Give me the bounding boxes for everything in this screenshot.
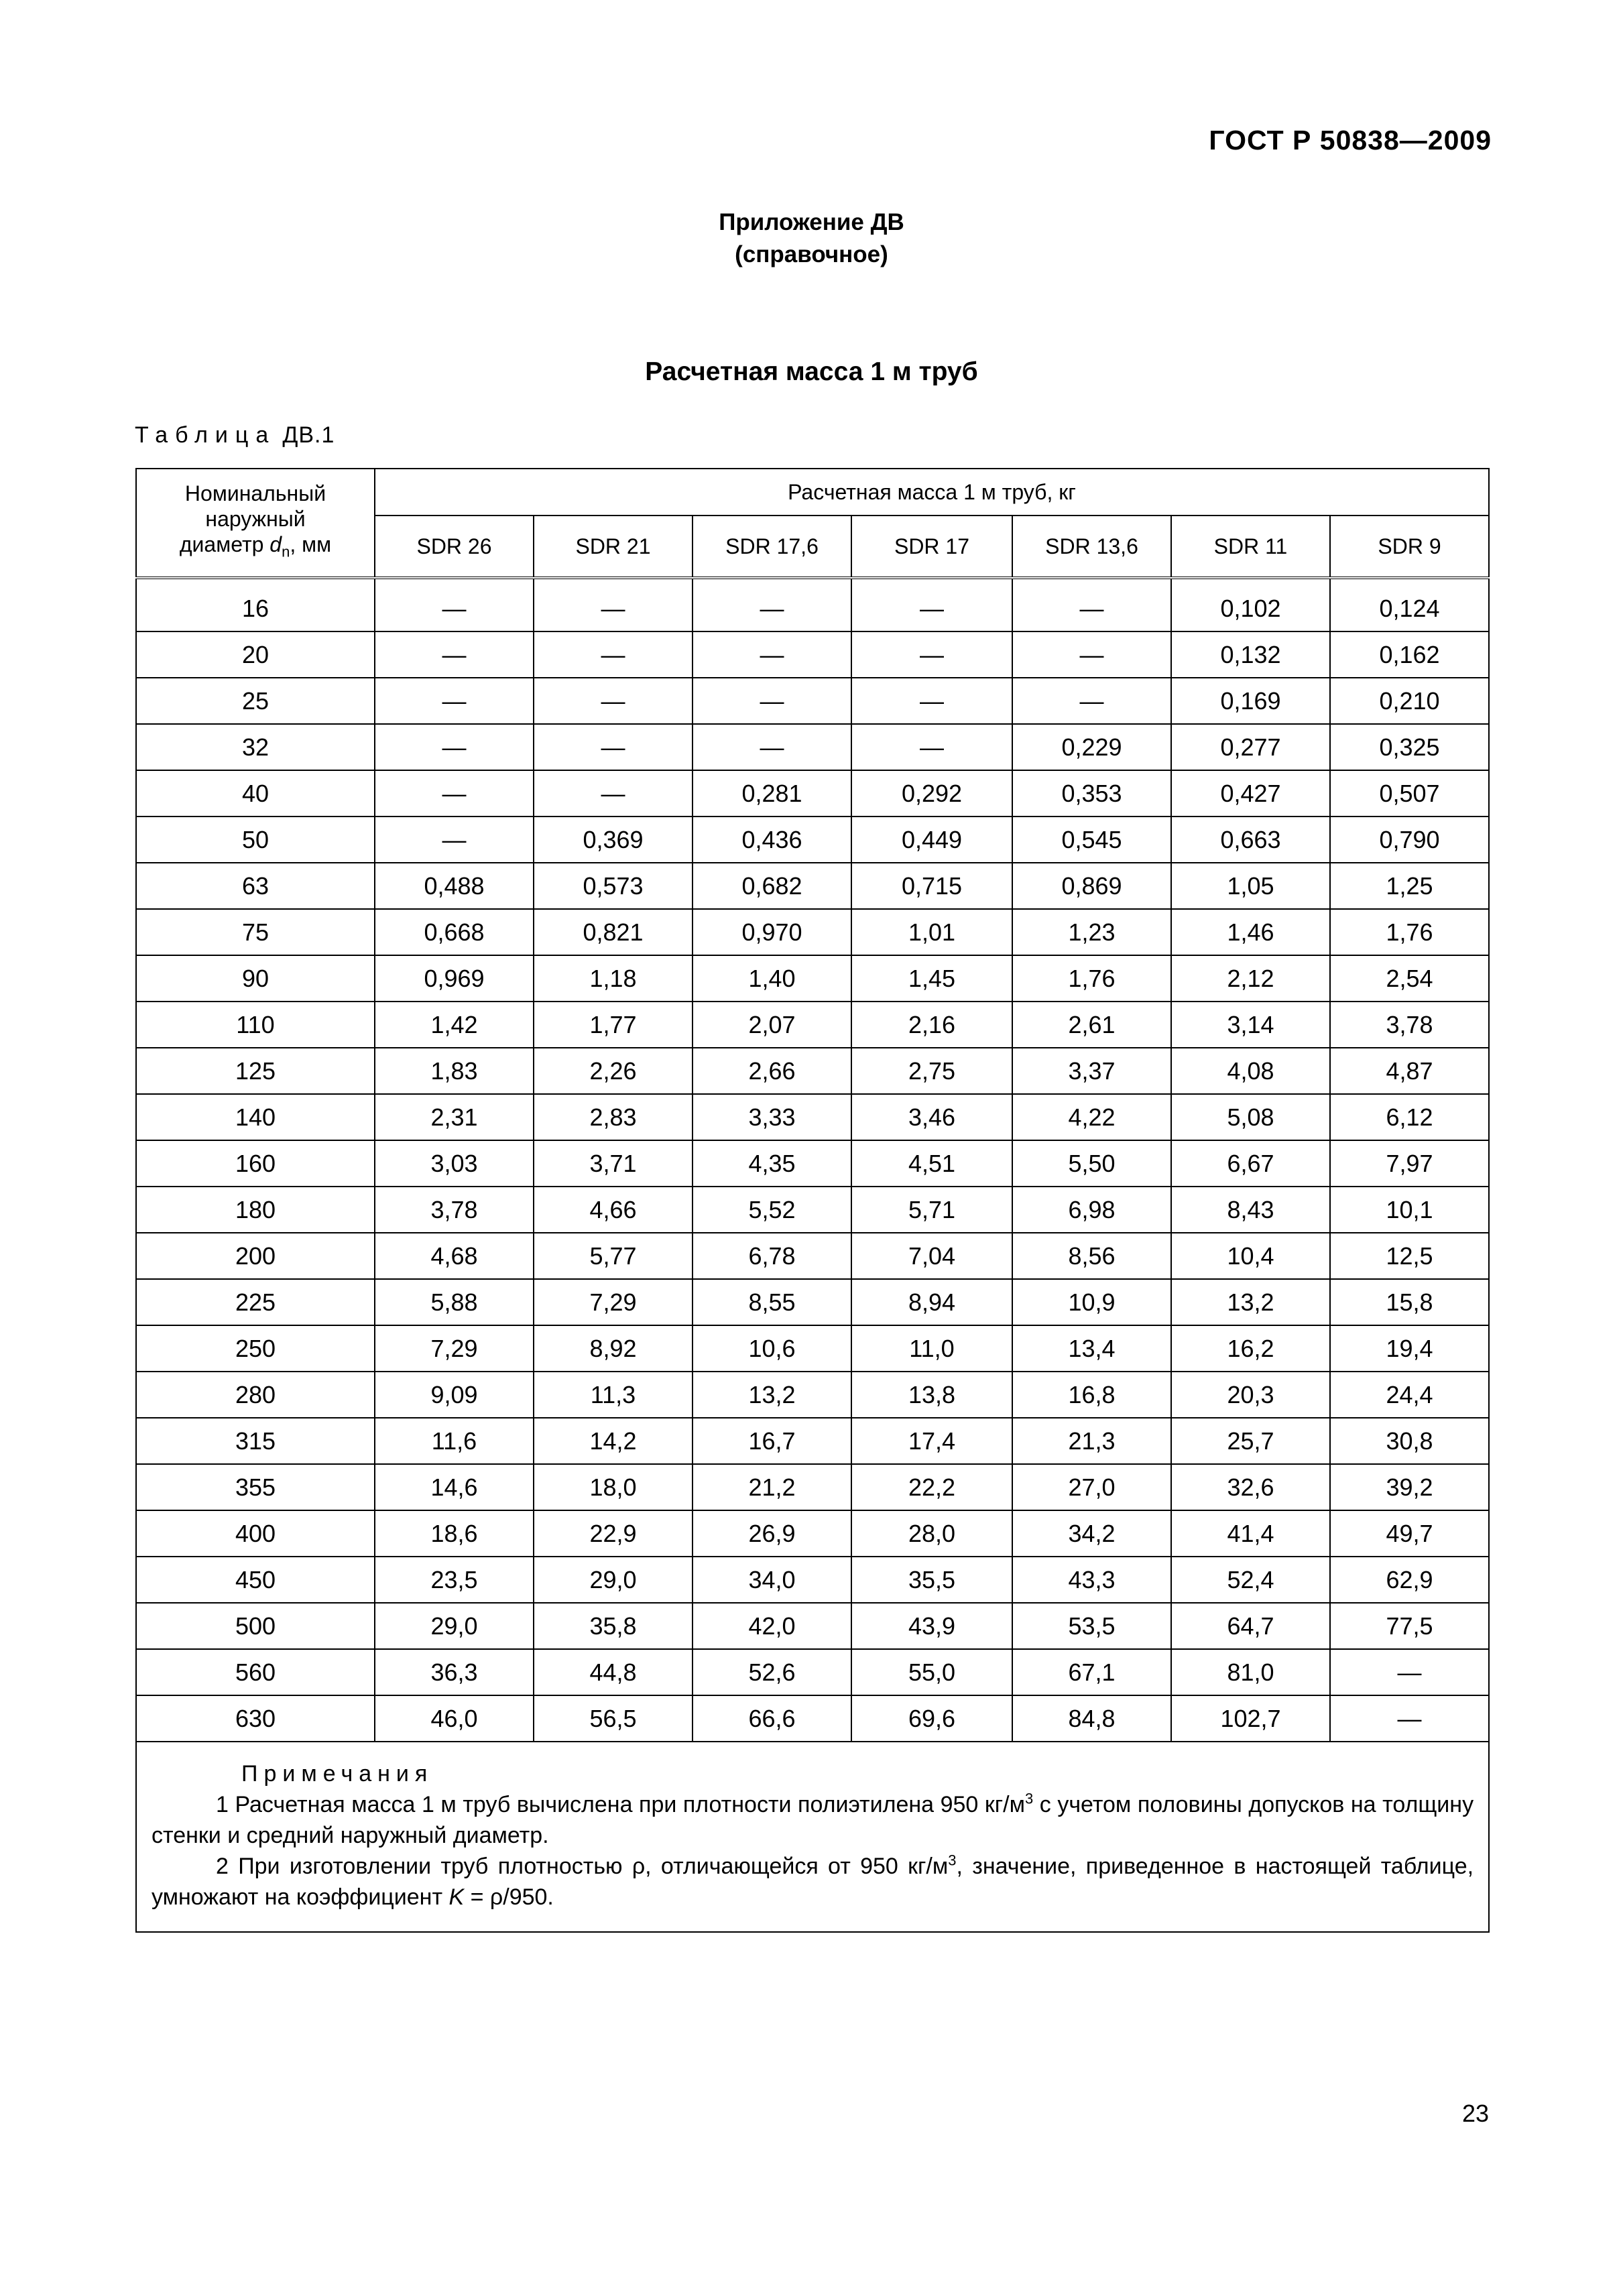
mass-cell: 0,869 xyxy=(1012,863,1171,909)
sdr-column-header: SDR 9 xyxy=(1330,516,1489,578)
diameter-cell: 315 xyxy=(136,1418,375,1464)
mass-cell: 0,969 xyxy=(375,955,534,1002)
mass-cell: 11,6 xyxy=(375,1418,534,1464)
mass-cell: 0,229 xyxy=(1012,724,1171,770)
table-row xyxy=(136,678,1489,724)
table-label-prefix: Таблица xyxy=(135,422,276,448)
diameter-cell: 110 xyxy=(136,1002,375,1048)
mass-cell: 1,05 xyxy=(1171,863,1330,909)
table-row xyxy=(136,1557,1489,1603)
mass-cell: 4,22 xyxy=(1012,1094,1171,1140)
mass-cell: 7,29 xyxy=(375,1325,534,1372)
mass-cell: 0,427 xyxy=(1171,770,1330,817)
table-row xyxy=(136,1372,1489,1418)
mass-cell: 35,8 xyxy=(534,1603,693,1649)
mass-cell: 2,31 xyxy=(375,1094,534,1140)
mass-cell: 32,6 xyxy=(1171,1464,1330,1510)
mass-cell: 0,663 xyxy=(1171,817,1330,863)
mass-cell: — xyxy=(851,678,1012,724)
mass-cell: 1,45 xyxy=(851,955,1012,1002)
mass-cell: 5,08 xyxy=(1171,1094,1330,1140)
mass-cell: 18,0 xyxy=(534,1464,693,1510)
mass-cell: 23,5 xyxy=(375,1557,534,1603)
mass-cell: 5,71 xyxy=(851,1187,1012,1233)
diameter-header-line2: наружный xyxy=(205,507,306,532)
diameter-cell: 90 xyxy=(136,955,375,1002)
mass-cell: 43,3 xyxy=(1012,1557,1171,1603)
mass-cell: 0,369 xyxy=(534,817,693,863)
mass-cell: 20,3 xyxy=(1171,1372,1330,1418)
mass-cell: — xyxy=(693,678,851,724)
mass-cell: 102,7 xyxy=(1171,1695,1330,1742)
mass-cell: 5,50 xyxy=(1012,1140,1171,1187)
header-separator xyxy=(136,578,1489,586)
mass-cell: 13,4 xyxy=(1012,1325,1171,1372)
notes-title: Примечания xyxy=(241,1761,434,1787)
mass-cell: 25,7 xyxy=(1171,1418,1330,1464)
mass-cell: 2,26 xyxy=(534,1048,693,1094)
table-row xyxy=(136,1002,1489,1048)
mass-cell: 4,68 xyxy=(375,1233,534,1279)
mass-cell: 1,01 xyxy=(851,909,1012,955)
mass-cell: 27,0 xyxy=(1012,1464,1171,1510)
mass-cell: 2,66 xyxy=(693,1048,851,1094)
mass-cell: 81,0 xyxy=(1171,1649,1330,1695)
note-2: 2 При изготовлении труб плотностью ρ, отличающейся от 950 $кг/м^3$, значение, приведенное в настоящей таблице, умножают на коэффициент K = ρ/950. xyxy=(152,1852,1474,1910)
table-row xyxy=(136,817,1489,863)
mass-cell: 53,5 xyxy=(1012,1603,1171,1649)
sdr-column-header: SDR 17,6 xyxy=(693,516,851,578)
mass-cell: 0,790 xyxy=(1330,817,1489,863)
mass-cell: 5,77 xyxy=(534,1233,693,1279)
mass-cell: 15,8 xyxy=(1330,1279,1489,1325)
mass-cell: 16,2 xyxy=(1171,1325,1330,1372)
table-row xyxy=(136,1048,1489,1094)
mass-cell: 0,573 xyxy=(534,863,693,909)
mass-cell: 2,16 xyxy=(851,1002,1012,1048)
mass-cell: 0,210 xyxy=(1330,678,1489,724)
mass-cell: 16,7 xyxy=(693,1418,851,1464)
diameter-cell: 400 xyxy=(136,1510,375,1557)
mass-cell: 13,2 xyxy=(693,1372,851,1418)
mass-cell: 8,94 xyxy=(851,1279,1012,1325)
mass-cell: 2,54 xyxy=(1330,955,1489,1002)
mass-cell: 0,169 xyxy=(1171,678,1330,724)
mass-cell: 10,4 xyxy=(1171,1233,1330,1279)
mass-cell: 10,6 xyxy=(693,1325,851,1372)
mass-cell: 36,3 xyxy=(375,1649,534,1695)
mass-cell: 64,7 xyxy=(1171,1603,1330,1649)
mass-cell: 52,6 xyxy=(693,1649,851,1695)
diameter-cell: 450 xyxy=(136,1557,375,1603)
mass-cell: 0,325 xyxy=(1330,724,1489,770)
mass-cell: 29,0 xyxy=(534,1557,693,1603)
mass-cell: — xyxy=(375,678,534,724)
mass-cell: 4,08 xyxy=(1171,1048,1330,1094)
diameter-cell: 160 xyxy=(136,1140,375,1187)
mass-cell: 1,46 xyxy=(1171,909,1330,955)
mass-cell: 44,8 xyxy=(534,1649,693,1695)
diameter-cell: 500 xyxy=(136,1603,375,1649)
table-row xyxy=(136,1418,1489,1464)
mass-cell: 42,0 xyxy=(693,1603,851,1649)
mass-cell: 2,75 xyxy=(851,1048,1012,1094)
table-notes xyxy=(136,1742,1489,1932)
mass-cell: 6,78 xyxy=(693,1233,851,1279)
mass-cell: 43,9 xyxy=(851,1603,1012,1649)
mass-cell: 0,488 xyxy=(375,863,534,909)
mass-cell: 4,51 xyxy=(851,1140,1012,1187)
mass-cell: — xyxy=(693,724,851,770)
mass-cell: 10,9 xyxy=(1012,1279,1171,1325)
diameter-cell: 250 xyxy=(136,1325,375,1372)
mass-cell: 69,6 xyxy=(851,1695,1012,1742)
diameter-cell: 75 xyxy=(136,909,375,955)
mass-cell: 2,07 xyxy=(693,1002,851,1048)
mass-cell: 0,668 xyxy=(375,909,534,955)
mass-cell: 17,4 xyxy=(851,1418,1012,1464)
diameter-cell: 280 xyxy=(136,1372,375,1418)
mass-cell: 4,87 xyxy=(1330,1048,1489,1094)
mass-cell: 28,0 xyxy=(851,1510,1012,1557)
mass-cell: 39,2 xyxy=(1330,1464,1489,1510)
mass-cell: 3,78 xyxy=(375,1187,534,1233)
mass-cell: 5,52 xyxy=(693,1187,851,1233)
mass-cell: 10,1 xyxy=(1330,1187,1489,1233)
mass-cell: 0,277 xyxy=(1171,724,1330,770)
mass-cell: 22,2 xyxy=(851,1464,1012,1510)
mass-cell: 1,77 xyxy=(534,1002,693,1048)
mass-cell: — xyxy=(375,586,534,631)
mass-cell: 34,0 xyxy=(693,1557,851,1603)
mass-cell: 1,76 xyxy=(1012,955,1171,1002)
table-row xyxy=(136,863,1489,909)
table-row xyxy=(136,1464,1489,1510)
mass-cell: — xyxy=(375,770,534,817)
mass-cell: 1,23 xyxy=(1012,909,1171,955)
mass-cell: 2,83 xyxy=(534,1094,693,1140)
mass-cell: 0,102 xyxy=(1171,586,1330,631)
mass-cell: — xyxy=(1330,1649,1489,1695)
table-row xyxy=(136,909,1489,955)
mass-cell: 13,8 xyxy=(851,1372,1012,1418)
diameter-cell: 200 xyxy=(136,1233,375,1279)
sdr-column-header: SDR 13,6 xyxy=(1012,516,1171,578)
mass-cell: 0,682 xyxy=(693,863,851,909)
mass-cell: 52,4 xyxy=(1171,1557,1330,1603)
mass-cell: 0,353 xyxy=(1012,770,1171,817)
mass-cell: — xyxy=(851,586,1012,631)
mass-cell: 0,162 xyxy=(1330,631,1489,678)
table-row xyxy=(136,1233,1489,1279)
mass-cell: 8,43 xyxy=(1171,1187,1330,1233)
annex-type: (справочное) xyxy=(735,241,888,267)
diameter-cell: 560 xyxy=(136,1649,375,1695)
mass-cell: 49,7 xyxy=(1330,1510,1489,1557)
table-label xyxy=(135,422,335,448)
mass-cell: 3,03 xyxy=(375,1140,534,1187)
mass-cell: 1,42 xyxy=(375,1002,534,1048)
mass-cell: 0,281 xyxy=(693,770,851,817)
mass-cell: — xyxy=(534,770,693,817)
page-number: 23 xyxy=(1461,2100,1489,2127)
mass-cell: — xyxy=(375,631,534,678)
mass-group-header: Расчетная масса 1 м труб, кг xyxy=(375,469,1489,516)
mass-cell: 1,76 xyxy=(1330,909,1489,955)
mass-cell: 3,71 xyxy=(534,1140,693,1187)
table-row xyxy=(136,1187,1489,1233)
mass-cell: 5,88 xyxy=(375,1279,534,1325)
mass-cell: 7,04 xyxy=(851,1233,1012,1279)
mass-cell: 4,66 xyxy=(534,1187,693,1233)
diameter-cell: 63 xyxy=(136,863,375,909)
diameter-cell: 630 xyxy=(136,1695,375,1742)
mass-cell: 3,37 xyxy=(1012,1048,1171,1094)
mass-cell: 3,78 xyxy=(1330,1002,1489,1048)
mass-cell: 41,4 xyxy=(1171,1510,1330,1557)
mass-cell: 8,92 xyxy=(534,1325,693,1372)
mass-cell: 66,6 xyxy=(693,1695,851,1742)
mass-cell: — xyxy=(534,724,693,770)
mass-cell: 1,18 xyxy=(534,955,693,1002)
mass-cell: — xyxy=(693,586,851,631)
sdr-column-header: SDR 11 xyxy=(1171,516,1330,578)
mass-cell: 0,507 xyxy=(1330,770,1489,817)
mass-cell: 21,2 xyxy=(693,1464,851,1510)
mass-cell: — xyxy=(534,586,693,631)
mass-cell: 2,61 xyxy=(1012,1002,1171,1048)
table-row xyxy=(136,955,1489,1002)
mass-cell: 0,449 xyxy=(851,817,1012,863)
mass-cell: — xyxy=(851,724,1012,770)
mass-cell: 6,12 xyxy=(1330,1094,1489,1140)
diameter-cell: 50 xyxy=(136,817,375,863)
mass-cell: 19,4 xyxy=(1330,1325,1489,1372)
mass-cell: — xyxy=(1012,631,1171,678)
mass-cell: 0,970 xyxy=(693,909,851,955)
mass-cell: 8,56 xyxy=(1012,1233,1171,1279)
mass-cell: 24,4 xyxy=(1330,1372,1489,1418)
diameter-cell: 355 xyxy=(136,1464,375,1510)
mass-table xyxy=(135,468,1490,1933)
mass-cell: 0,436 xyxy=(693,817,851,863)
table-row xyxy=(136,1649,1489,1695)
mass-cell: 77,5 xyxy=(1330,1603,1489,1649)
mass-cell: — xyxy=(851,631,1012,678)
mass-cell: 0,132 xyxy=(1171,631,1330,678)
mass-cell: 0,715 xyxy=(851,863,1012,909)
mass-cell: — xyxy=(1330,1695,1489,1742)
mass-cell: 7,97 xyxy=(1330,1140,1489,1187)
mass-cell: 3,46 xyxy=(851,1094,1012,1140)
mass-cell: 8,55 xyxy=(693,1279,851,1325)
diameter-cell: 25 xyxy=(136,678,375,724)
table-row xyxy=(136,1140,1489,1187)
table-row xyxy=(136,586,1489,631)
mass-cell: 1,40 xyxy=(693,955,851,1002)
table-row xyxy=(136,724,1489,770)
mass-cell: 67,1 xyxy=(1012,1649,1171,1695)
diameter-header xyxy=(136,469,375,578)
mass-cell: 30,8 xyxy=(1330,1418,1489,1464)
mass-cell: 0,124 xyxy=(1330,586,1489,631)
mass-cell: 26,9 xyxy=(693,1510,851,1557)
mass-cell: 16,8 xyxy=(1012,1372,1171,1418)
table-row xyxy=(136,631,1489,678)
diameter-cell: 140 xyxy=(136,1094,375,1140)
mass-cell: — xyxy=(1012,678,1171,724)
diameter-cell: 125 xyxy=(136,1048,375,1094)
table-row xyxy=(136,1695,1489,1742)
mass-cell: 4,35 xyxy=(693,1140,851,1187)
mass-cell: 2,12 xyxy=(1171,955,1330,1002)
diameter-cell: 32 xyxy=(136,724,375,770)
annex-heading xyxy=(0,206,1623,271)
mass-cell: 1,83 xyxy=(375,1048,534,1094)
mass-cell: 3,14 xyxy=(1171,1002,1330,1048)
mass-cell: 0,545 xyxy=(1012,817,1171,863)
diameter-cell: 20 xyxy=(136,631,375,678)
table-row xyxy=(136,1510,1489,1557)
mass-cell: 29,0 xyxy=(375,1603,534,1649)
annex-title: Приложение ДВ xyxy=(719,209,904,235)
mass-cell: 18,6 xyxy=(375,1510,534,1557)
mass-cell: 34,2 xyxy=(1012,1510,1171,1557)
table-row xyxy=(136,1603,1489,1649)
mass-cell: — xyxy=(534,678,693,724)
sdr-column-header: SDR 21 xyxy=(534,516,693,578)
mass-cell: 3,33 xyxy=(693,1094,851,1140)
mass-cell: 12,5 xyxy=(1330,1233,1489,1279)
mass-cell: 13,2 xyxy=(1171,1279,1330,1325)
diameter-cell: 225 xyxy=(136,1279,375,1325)
diameter-header-line3: диаметр $d_n$, мм xyxy=(179,532,332,560)
mass-cell: 0,292 xyxy=(851,770,1012,817)
table-label-number: ДВ.1 xyxy=(282,422,335,448)
mass-cell: 9,09 xyxy=(375,1372,534,1418)
mass-cell: 0,821 xyxy=(534,909,693,955)
mass-cell: 84,8 xyxy=(1012,1695,1171,1742)
mass-cell: 35,5 xyxy=(851,1557,1012,1603)
sdr-column-header: SDR 17 xyxy=(851,516,1012,578)
mass-cell: 14,6 xyxy=(375,1464,534,1510)
standard-code: ГОСТ Р 50838—2009 xyxy=(1209,125,1492,156)
diameter-cell: 180 xyxy=(136,1187,375,1233)
mass-cell: 62,9 xyxy=(1330,1557,1489,1603)
mass-cell: 6,98 xyxy=(1012,1187,1171,1233)
note-1: 1 Расчетная масса 1 м труб вычислена при плотности полиэтилена 950 $кг/м^3$ с учетом половины допусков на толщину стенки и средний наружный диаметр. xyxy=(152,1790,1474,1848)
sdr-column-header: SDR 26 xyxy=(375,516,534,578)
table-row xyxy=(136,770,1489,817)
table-row xyxy=(136,1325,1489,1372)
mass-cell: 22,9 xyxy=(534,1510,693,1557)
mass-cell: 21,3 xyxy=(1012,1418,1171,1464)
mass-cell: 14,2 xyxy=(534,1418,693,1464)
diameter-cell: 16 xyxy=(136,586,375,631)
mass-cell: 11,3 xyxy=(534,1372,693,1418)
mass-cell: 11,0 xyxy=(851,1325,1012,1372)
mass-cell: 7,29 xyxy=(534,1279,693,1325)
mass-cell: 56,5 xyxy=(534,1695,693,1742)
mass-cell: 55,0 xyxy=(851,1649,1012,1695)
diameter-cell: 40 xyxy=(136,770,375,817)
mass-cell: — xyxy=(375,724,534,770)
mass-cell: 46,0 xyxy=(375,1695,534,1742)
mass-cell: — xyxy=(1012,586,1171,631)
mass-cell: — xyxy=(534,631,693,678)
table-row xyxy=(136,1094,1489,1140)
diameter-header-line1: Номинальный xyxy=(184,481,326,506)
mass-cell: 6,67 xyxy=(1171,1140,1330,1187)
mass-cell: 1,25 xyxy=(1330,863,1489,909)
section-title: Расчетная масса 1 м труб xyxy=(645,357,978,386)
mass-cell: — xyxy=(375,817,534,863)
mass-cell: — xyxy=(693,631,851,678)
table-row xyxy=(136,1279,1489,1325)
